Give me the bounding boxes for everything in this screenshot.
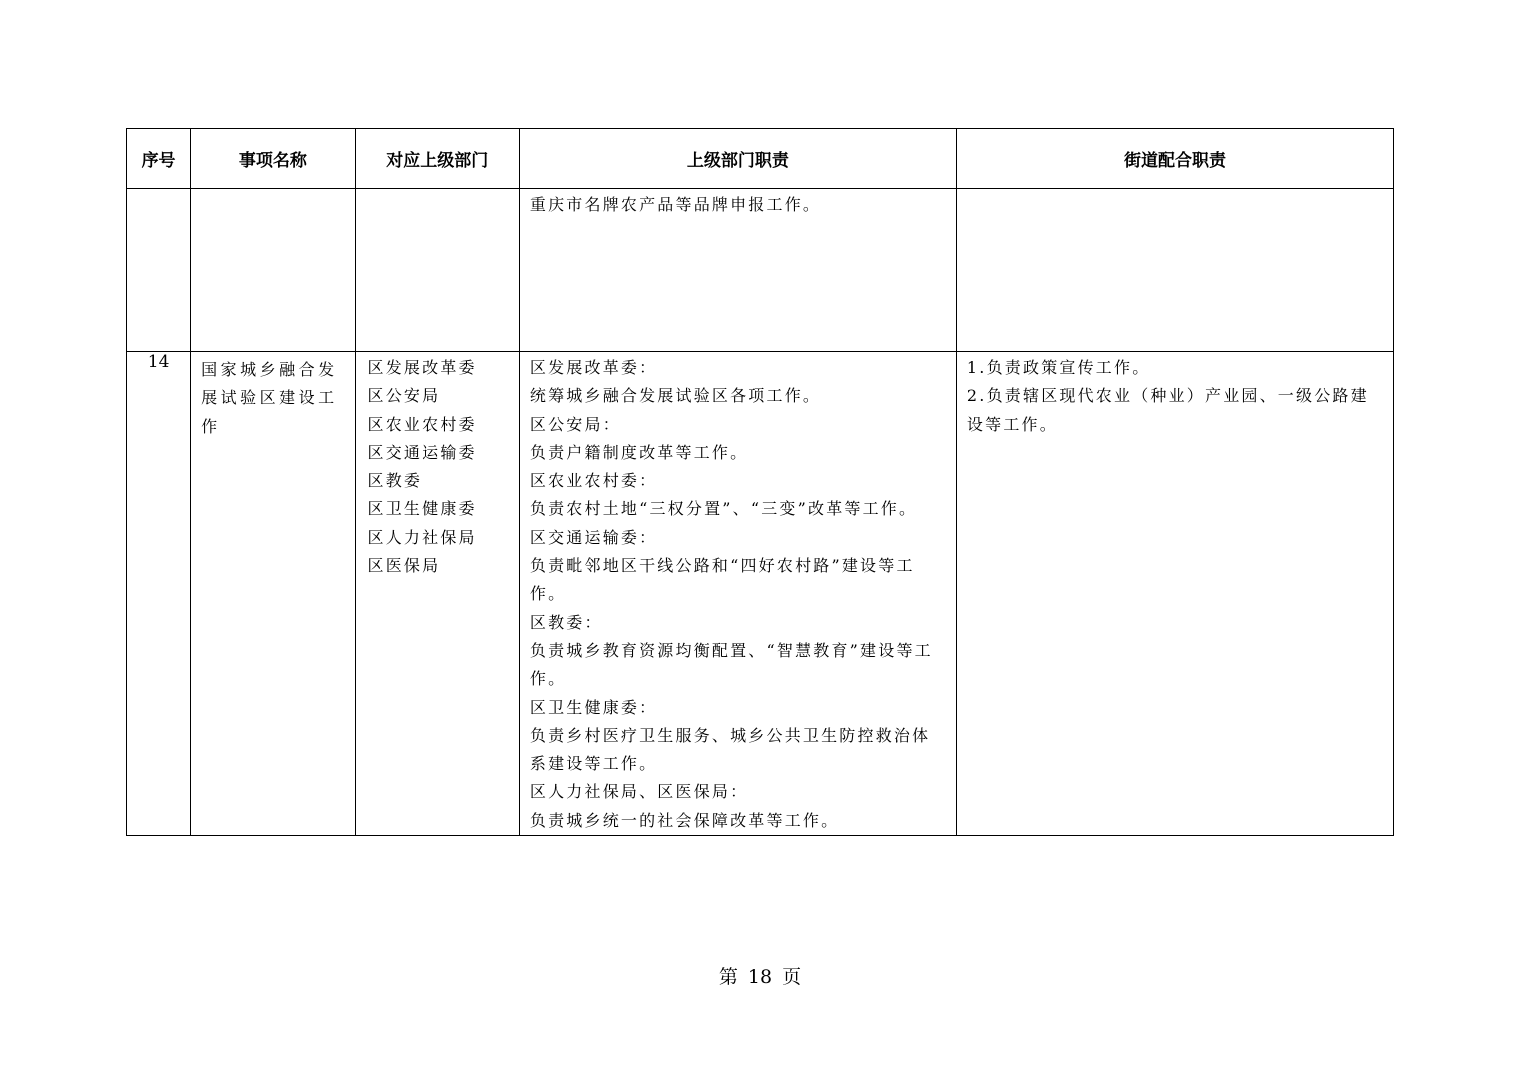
table-header-row — [127, 129, 1394, 189]
header-street-duty: 街道配合职责 — [956, 129, 1393, 189]
street-duty: 1.负责政策宣传工作。 2.负责辖区现代农业（种业）产业园、一级公路建设等工作。 — [966, 358, 1369, 434]
page-number: 第 18 页 — [718, 966, 802, 988]
upper-duty-cell — [519, 352, 956, 836]
header-item-name: 事项名称 — [191, 129, 355, 189]
row-no-cell — [127, 189, 191, 352]
item-name-cell — [191, 352, 355, 836]
header-upper-dept: 对应上级部门 — [355, 129, 519, 189]
row-no: 14 — [147, 352, 170, 372]
upper-dept: 区发展改革委 区公安局 区农业农村委 区交通运输委 区教委 区卫生健康委 区人力社保局 区医保局 — [367, 358, 477, 576]
header-upper-duty: 上级部门职责 — [519, 129, 956, 189]
duty-table — [126, 128, 1394, 836]
table-row — [127, 352, 1394, 836]
street-duty-cell — [956, 352, 1393, 836]
header-no: 序号 — [127, 129, 191, 189]
upper-duty: 区发展改革委： 统筹城乡融合发展试验区各项工作。 区公安局： 负责户籍制度改革等工作。 区农业农村委： 负责农村土地“三权分置”、“三变”改革等工作。 区交通运输委： 负责毗邻地区干线公路和“四好农村路”建设等工作。 区教委： 负责城乡教育资源均衡配置、“智慧教育”建设等工作。 区卫生健康委： 负责乡村医疗卫生服务、城乡公共卫生防控救治体系建设等工作。 区人力社保局、区医保局： 负责城乡统一的社会保障改革等工作。 — [529, 358, 933, 830]
upper-dept — [356, 189, 519, 191]
upper-dept-cell — [355, 189, 519, 352]
street-duty-cell — [956, 189, 1393, 352]
item-name — [191, 189, 354, 193]
upper-duty-cell — [519, 189, 956, 352]
street-duty — [957, 189, 1393, 191]
item-name-cell — [191, 189, 355, 352]
item-name: 国家城乡融合发展试验区建设工作 — [201, 360, 338, 436]
upper-dept-cell — [355, 352, 519, 836]
row-no-cell — [127, 352, 191, 836]
upper-duty: 重庆市名牌农产品等品牌申报工作。 — [529, 195, 822, 214]
table-row — [127, 189, 1394, 352]
